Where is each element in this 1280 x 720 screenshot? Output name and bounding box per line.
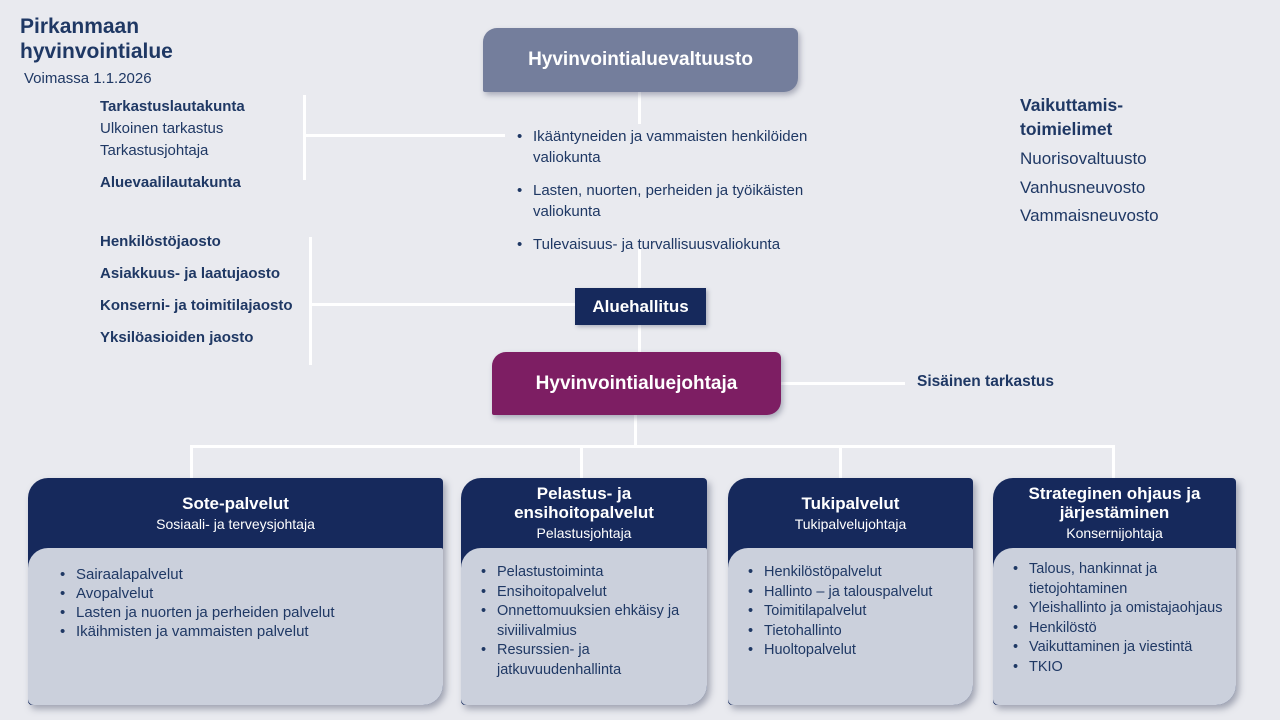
- card-bullet-item: • Toimitilapalvelut: [746, 602, 965, 622]
- card-body: [461, 548, 707, 705]
- card-body: [28, 548, 443, 705]
- card-bullet-item: • Tietohallinto: [746, 622, 965, 642]
- node-director: [492, 352, 781, 415]
- card-pelastus-ensihoito: [461, 478, 707, 705]
- card-bullet-item: • Pelastustoiminta: [479, 563, 699, 583]
- committee-item: • Lasten, nuorten, perheiden ja työikäisten valiokunta: [515, 180, 870, 222]
- card-bullet-item: • TKIO: [1011, 658, 1228, 678]
- card-body: [993, 548, 1236, 705]
- card-bullet-item: • Sairaalapalvelut: [58, 565, 433, 584]
- org-logo: [20, 14, 173, 87]
- card-subtitle: Tukipalvelujohtaja: [794, 515, 907, 532]
- group-item: Tarkastusjohtaja: [100, 142, 209, 159]
- card-body: [728, 548, 973, 705]
- card-title: Strateginen ohjaus ja järjestäminen: [1028, 484, 1201, 522]
- card-bullet-item: • Yleishallinto ja omistajaohjaus: [1011, 599, 1228, 619]
- logo-title-line1: Pirkanmaan: [20, 15, 140, 38]
- card-title: Tukipalvelut: [801, 493, 900, 513]
- internal-audit-label: Sisäinen tarkastus: [917, 373, 1054, 390]
- node-council: [483, 28, 798, 92]
- connector-line: [190, 445, 1115, 448]
- connector-line: [638, 92, 641, 124]
- node-board-label: Aluehallitus: [592, 296, 689, 316]
- card-bullet-item: • Ikäihmisten ja vammaisten palvelut: [58, 622, 433, 641]
- connector-line: [190, 445, 193, 478]
- section-item: Asiakkuus- ja laatujaosto: [100, 265, 281, 282]
- card-tukipalvelut: [728, 478, 973, 705]
- connector-line: [580, 445, 583, 478]
- connector-line: [839, 445, 842, 478]
- node-director-label: Hyvinvointialuejohtaja: [535, 372, 738, 394]
- connector-line: [634, 415, 637, 447]
- committees-list: [515, 126, 870, 267]
- influence-title-line1: Vaikuttamis-: [1020, 95, 1124, 115]
- card-subtitle: Konsernijohtaja: [1066, 525, 1163, 541]
- card-bullet-item: • Huoltopalvelut: [746, 641, 965, 661]
- influence-bodies-group: [1020, 93, 1159, 231]
- card-bullet-item: • Lasten ja nuorten ja perheiden palvelut: [58, 603, 433, 622]
- card-bullet-item: • Resurssien- ja jatkuvuudenhallinta: [479, 641, 699, 680]
- card-subtitle: Pelastusjohtaja: [536, 525, 632, 541]
- connector-line: [303, 134, 505, 137]
- node-council-label: Hyvinvointialuevaltuusto: [528, 49, 753, 70]
- section-item: Henkilöstöjaosto: [100, 233, 221, 250]
- card-subtitle: Sosiaali- ja terveysjohtaja: [156, 515, 315, 532]
- influence-item: Vanhusneuvosto: [1020, 177, 1146, 197]
- card-strateginen-ohjaus: [993, 478, 1236, 705]
- section-item: Yksilöasioiden jaosto: [100, 329, 254, 346]
- logo-title-line2: hyvinvointialue: [20, 40, 173, 63]
- card-bullet-list: [728, 548, 973, 661]
- node-board: [575, 288, 706, 325]
- card-bullet-item: • Ensihoitopalvelut: [479, 583, 699, 603]
- card-bullet-item: • Hallinto – ja talouspalvelut: [746, 583, 965, 603]
- card-sote-palvelut: [28, 478, 443, 705]
- validity-date: Voimassa 1.1.2026: [24, 70, 152, 87]
- card-bullet-item: • Henkilöstö: [1011, 619, 1228, 639]
- section-item: Konserni- ja toimitilajaosto: [100, 297, 293, 314]
- card-header: [993, 478, 1236, 548]
- card-bullet-item: • Henkilöstöpalvelut: [746, 563, 965, 583]
- connector-line: [1112, 445, 1115, 478]
- influence-bodies-title: [1020, 93, 1159, 141]
- connector-line: [303, 95, 306, 180]
- committee-item: • Tulevaisuus- ja turvallisuusvaliokunta: [515, 234, 870, 255]
- connector-line: [309, 237, 312, 365]
- group-item: Tarkastuslautakunta: [100, 98, 245, 115]
- connector-line: [781, 382, 905, 385]
- committee-item: • Ikääntyneiden ja vammaisten henkilöiden valiokunta: [515, 126, 870, 168]
- card-bullet-item: • Vaikuttaminen ja viestintä: [1011, 638, 1228, 658]
- group-item: Ulkoinen tarkastus: [100, 120, 224, 137]
- card-bullet-item: • Avopalvelut: [58, 584, 433, 603]
- influence-item: Vammaisneuvosto: [1020, 206, 1159, 225]
- card-bullet-list: [993, 548, 1236, 677]
- card-title: Pelastus- ja ensihoitopalvelut: [514, 484, 654, 522]
- group-item: Aluevaalilautakunta: [100, 174, 241, 191]
- connector-line: [638, 325, 641, 352]
- card-bullet-list: [461, 548, 707, 680]
- connector-line: [309, 303, 575, 306]
- audit-bodies-group: [100, 96, 245, 194]
- card-header: [28, 478, 443, 548]
- influence-title-line2: toimielimet: [1020, 119, 1113, 139]
- card-bullet-list: [28, 548, 443, 641]
- influence-item: Nuorisovaltuusto: [1020, 149, 1147, 168]
- board-sections-group: [100, 231, 300, 359]
- card-header: [728, 478, 973, 548]
- card-title: Sote-palvelut: [182, 493, 289, 513]
- card-bullet-item: • Talous, hankinnat ja tietojohtaminen: [1011, 560, 1228, 599]
- card-bullet-item: • Onnettomuuksien ehkäisy ja siviilivalmius: [479, 602, 699, 641]
- card-header: [461, 478, 707, 548]
